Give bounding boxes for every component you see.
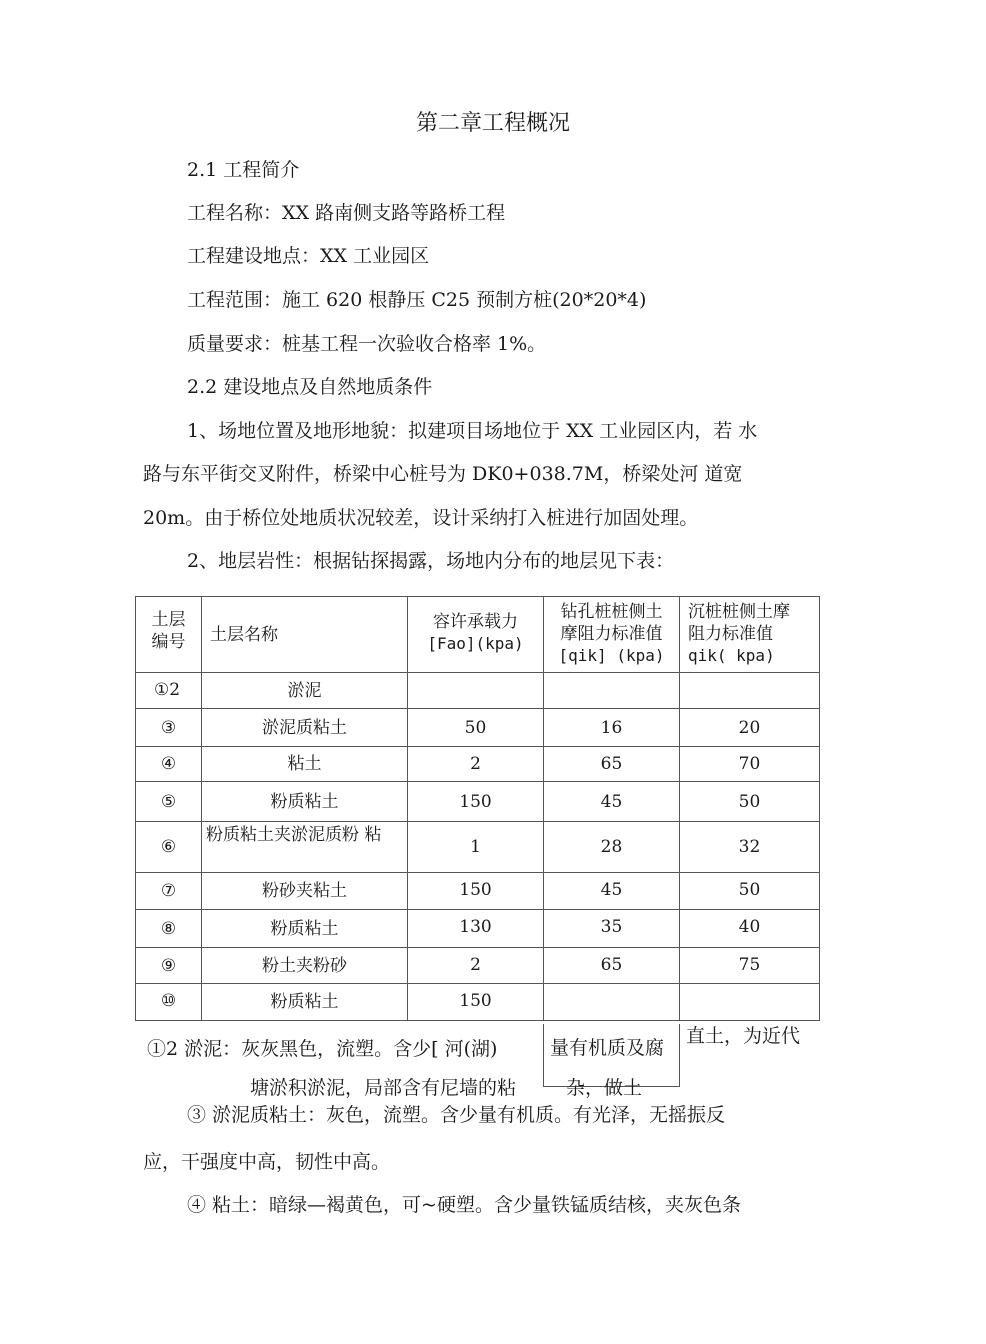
cell-layer-no: ⑨ — [136, 948, 202, 984]
table-row — [136, 822, 820, 873]
header-fao — [408, 597, 544, 673]
cell-fao: 150 — [408, 873, 544, 910]
cell-layer-no: ③ — [136, 709, 202, 747]
cell-layer-no: ④ — [136, 747, 202, 782]
header-layer-name: 土层名称 — [202, 597, 408, 673]
cell-fao: 2 — [408, 747, 544, 782]
table-row — [136, 747, 820, 782]
overlap-text-a2: 塘淤积淤泥，局部含有尼墙的粘 — [250, 1077, 517, 1099]
paragraph-1-line-2: 路与东平街交叉附件，桥梁中心桩号为 DK0+038.7M，桥梁处河 道宽 — [143, 463, 743, 485]
cell-layer-no: ⑥ — [136, 822, 202, 873]
header-layer-no — [136, 597, 202, 673]
cell-qik-sink: 40 — [680, 910, 820, 948]
cell-layer-no: ⑦ — [136, 873, 202, 910]
cell-fao: 150 — [408, 782, 544, 822]
overlap-text-a2-clip — [250, 1076, 540, 1099]
overlap-text-c: 直土，为近代 — [686, 1025, 801, 1047]
paragraph-4: ④ 粘土：暗绿—褐黄色，可~硬塑。含少量铁锰质结核，夹灰色条 — [187, 1194, 741, 1216]
table-row — [136, 873, 820, 910]
cell-fao: 1 — [408, 822, 544, 873]
header-qik-sink-line-3: qik( kpa) — [688, 646, 775, 665]
header-layer-no-line-1: 土层 — [151, 610, 186, 630]
cell-qik-sink: 75 — [680, 948, 820, 984]
table-row — [136, 910, 820, 948]
cell-qik-drill: 28 — [544, 822, 680, 873]
section-2-1-heading: 2.1 工程简介 — [187, 159, 300, 181]
header-qik-drill-line-3: [qik] (kpa) — [558, 646, 665, 665]
header-qik-drill-line-1: 钻孔桩桩侧土 — [560, 602, 663, 622]
project-scope: 工程范围：施工 620 根静压 C25 预制方桩(20*20*4) — [187, 289, 647, 311]
cell-qik-drill: 35 — [544, 910, 680, 948]
cell-layer-no: ⑩ — [136, 984, 202, 1021]
table-row — [136, 709, 820, 747]
cell-fao: 2 — [408, 948, 544, 984]
header-layer-no-line-2: 编号 — [151, 632, 186, 652]
overlap-text-a: ①2 淤泥：灰灰黑色，流塑。含少[ 河(湖) — [147, 1038, 498, 1060]
table-header-row — [136, 597, 820, 673]
project-site: 工程建设地点：XX 工业园区 — [187, 245, 430, 267]
cell-qik-sink — [680, 673, 820, 709]
cell-qik-drill: 45 — [544, 873, 680, 910]
cell-layer-name: 淤泥 — [202, 673, 408, 709]
cell-layer-no: ①2 — [136, 673, 202, 709]
table-row — [136, 984, 820, 1021]
cell-layer-name: 淤泥质粘土 — [202, 709, 408, 747]
header-qik-sink-line-2: 阻力标准值 — [688, 624, 773, 644]
cell-qik-drill — [544, 984, 680, 1021]
cell-layer-name: 粉质粘土 — [202, 782, 408, 822]
cell-qik-sink: 50 — [680, 782, 820, 822]
cell-qik-sink: 50 — [680, 873, 820, 910]
cell-layer-name: 粉质粘土夹淤泥质粉 粘 — [202, 822, 408, 873]
cell-fao: 150 — [408, 984, 544, 1021]
table-row — [136, 782, 820, 822]
cell-qik-sink — [680, 984, 820, 1021]
cell-qik-sink: 20 — [680, 709, 820, 747]
overlap-text-b1: 量有机质及腐 — [550, 1037, 665, 1059]
project-name: 工程名称：XX 路南侧支路等路桥工程 — [187, 202, 506, 224]
cell-layer-no: ⑧ — [136, 910, 202, 948]
overlap-text-b2: 杂，做土 — [566, 1077, 643, 1099]
soil-layer-table — [135, 596, 820, 1021]
cell-qik-sink: 32 — [680, 822, 820, 873]
cell-layer-name: 粉土夹粉砂 — [202, 948, 408, 984]
table-row — [136, 673, 820, 709]
cell-layer-name: 粉砂夹粘土 — [202, 873, 408, 910]
cell-qik-sink: 70 — [680, 747, 820, 782]
paragraph-3-line-2: 应，干强度中高，韧性中高。 — [143, 1151, 391, 1173]
cell-qik-drill: 65 — [544, 948, 680, 984]
cell-qik-drill: 45 — [544, 782, 680, 822]
cell-layer-no: ⑤ — [136, 782, 202, 822]
paragraph-1-line-1: 1、场地位置及地形地貌：拟建项目场地位于 XX 工业园区内，若 水 — [187, 420, 758, 442]
header-fao-line-1: 容许承载力 — [433, 612, 518, 632]
header-qik-sink — [680, 597, 820, 673]
cell-layer-name: 粉质粘土 — [202, 910, 408, 948]
cell-fao: 50 — [408, 709, 544, 747]
paragraph-3-line-1: ③ 淤泥质粘土：灰色，流塑。含少量有机质。有光泽，无摇振反 — [187, 1104, 726, 1126]
cell-fao — [408, 673, 544, 709]
header-qik-drill-line-2: 摩阻力标准值 — [560, 624, 663, 644]
overlap-cell-box — [543, 1024, 680, 1099]
chapter-title: 第二章工程概况 — [415, 111, 570, 136]
cell-qik-drill: 16 — [544, 709, 680, 747]
paragraph-2: 2、地层岩性：根据钻探揭露，场地内分布的地层见下表： — [187, 550, 675, 572]
cell-fao: 130 — [408, 910, 544, 948]
cell-qik-drill: 65 — [544, 747, 680, 782]
cell-layer-name: 粘土 — [202, 747, 408, 782]
cell-layer-name: 粉质粘土 — [202, 984, 408, 1021]
header-qik-sink-line-1: 沉桩桩侧土摩 — [688, 602, 790, 622]
cell-qik-drill — [544, 673, 680, 709]
quality-requirement: 质量要求：桩基工程一次验收合格率 1%。 — [187, 333, 547, 355]
paragraph-1-line-3: 20m。由于桥位处地质状况较差，设计采纳打入桩进行加固处理。 — [143, 507, 699, 529]
section-2-2-heading: 2.2 建设地点及自然地质条件 — [187, 376, 433, 398]
table-row — [136, 948, 820, 984]
header-qik-drill — [544, 597, 680, 673]
header-fao-line-2: [Fao](kpa) — [427, 634, 524, 653]
